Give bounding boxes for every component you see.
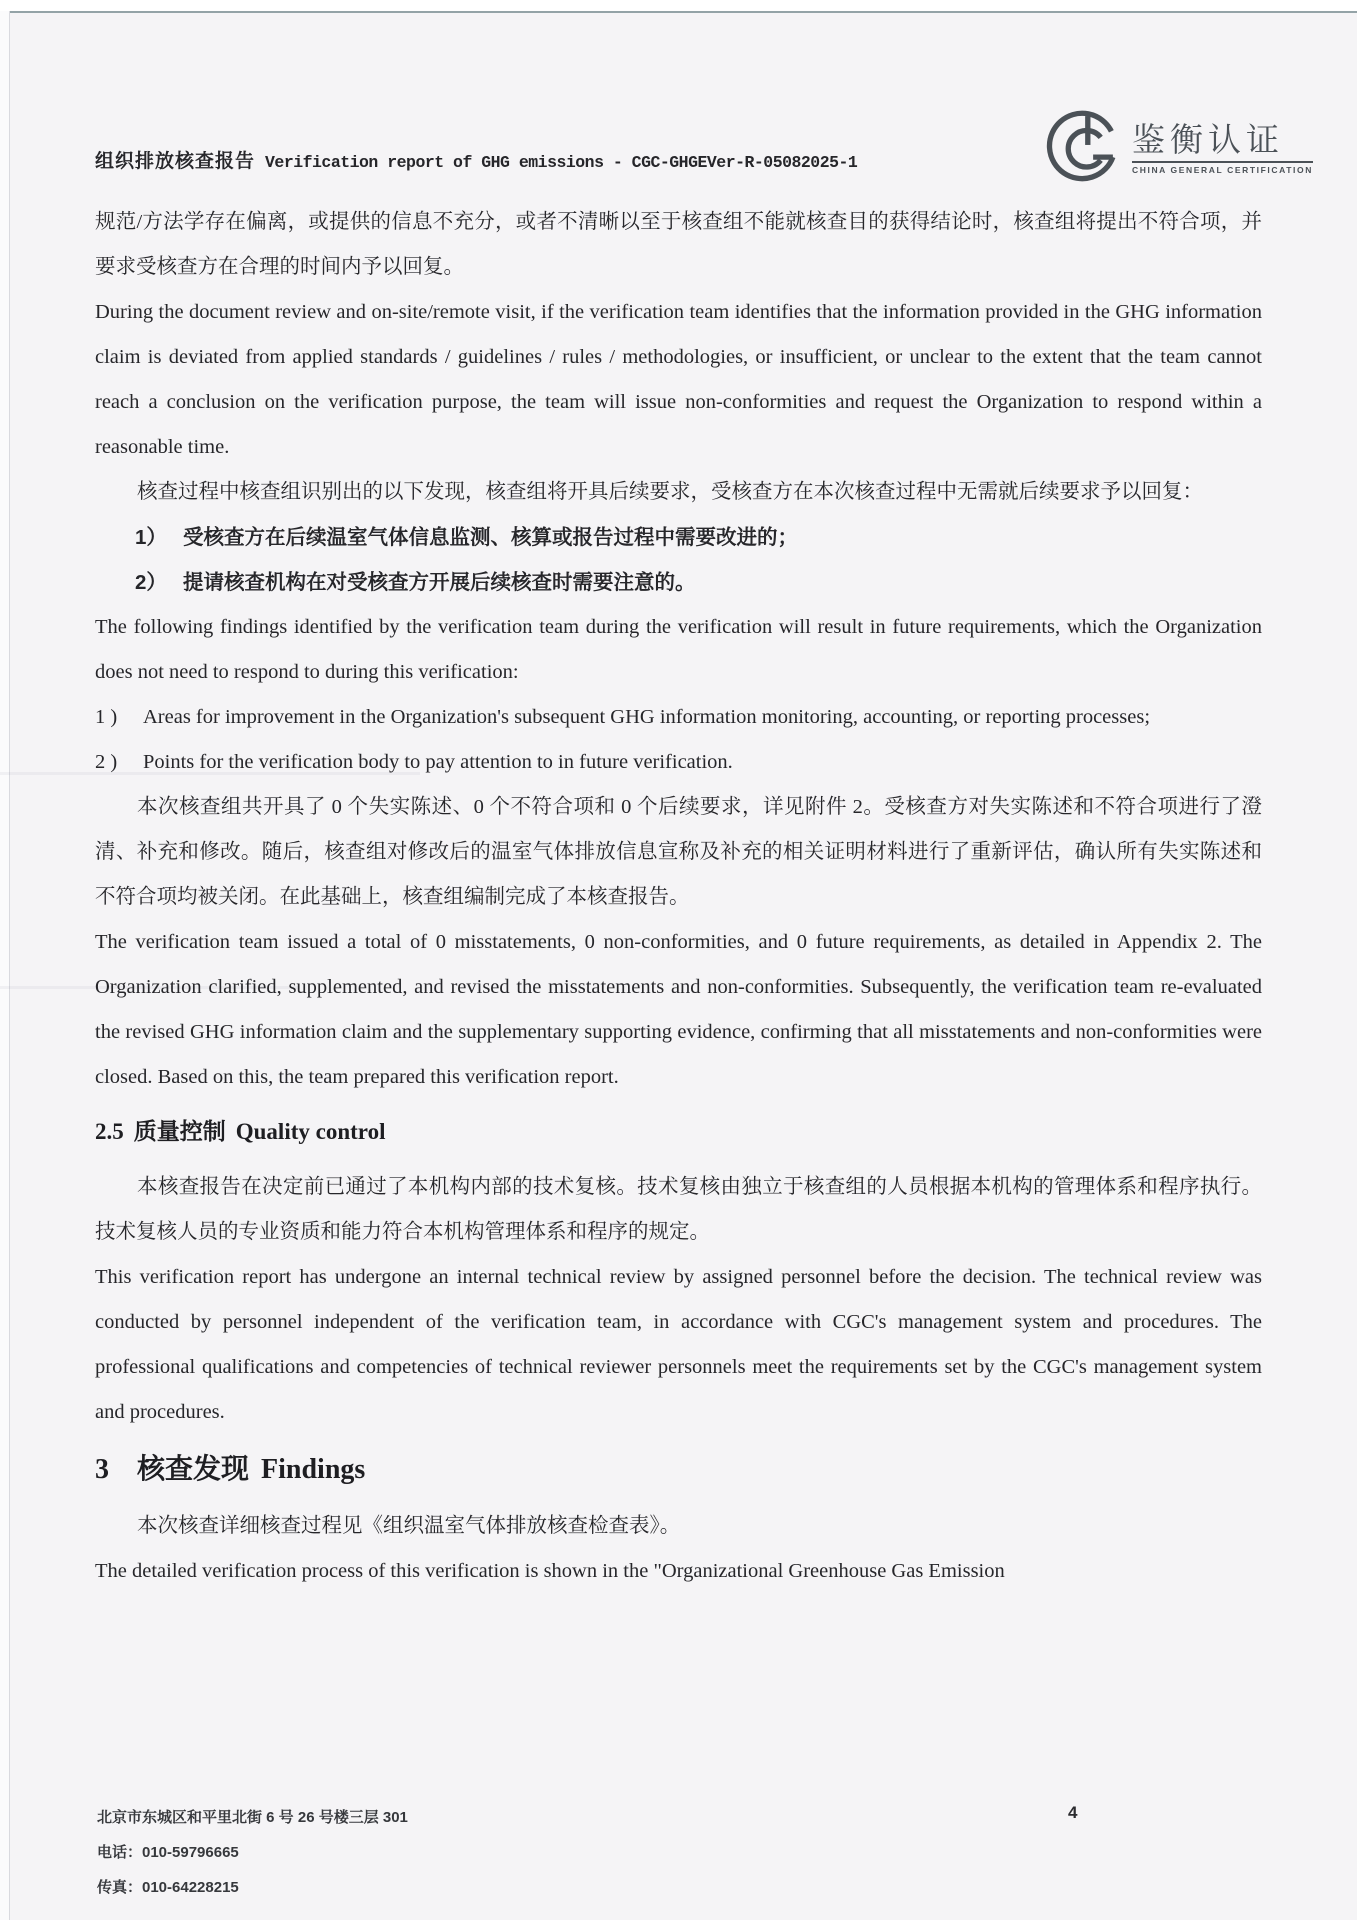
list-item-marker: 1 ) bbox=[95, 706, 118, 728]
document-header bbox=[95, 146, 857, 173]
paragraph-zh: 本核查报告在决定前已通过了本机构内部的技术复核。技术复核由独立于核查组的人员根据本机构的管理体系和程序执行。技术复核人员的专业资质和能力符合本机构管理体系和程序的规定。 bbox=[95, 1176, 1262, 1243]
cgc-monogram-icon bbox=[1046, 110, 1122, 186]
scan-edge-top bbox=[0, 0, 1357, 13]
document-body bbox=[95, 200, 1262, 1594]
paragraph-zh: 本次核查组共开具了 0 个失实陈述、0 个不符合项和 0 个后续要求，详见附件 2。受核查方对失实陈述和不符合项进行了澄清、补充和修改。随后，核查组对修改后的温室气体排放信息宣称及补充的相关证明材料进行了重新评估，确认所有失实陈述和不符合项均被关闭。在此基础上，核查组编制完成了本核查报告。 bbox=[95, 796, 1262, 908]
header-title-zh: 组织排放核查报告 bbox=[95, 151, 256, 172]
list-item-text: 受核查方在后续温室气体信息监测、核算或报告过程中需要改进的； bbox=[183, 526, 798, 549]
paragraph-en: This verification report has undergone an internal technical review by assigned personnel before the decision. The technical review was conducted by personnel independent of the verification team, in accordance with CGC's management system and procedures. The professional qualifications and competencies of technical reviewer personnels meet the requirements set by the CGC's management system and procedures. bbox=[95, 1266, 1262, 1423]
footer-address: 北京市东城区和平里北街 6 号 26 号楼三层 301 bbox=[97, 1809, 408, 1826]
paragraph-en: The following findings identified by the verification team during the verification will result in future requirements, which the Organization does not need to respond to during this verification: bbox=[95, 616, 1262, 683]
list-item-marker: 2） bbox=[135, 571, 167, 594]
paragraph-zh: 本次核查详细核查过程见《组织温室气体排放核查检查表》。 bbox=[137, 1515, 681, 1537]
list-item-marker: 2 ) bbox=[95, 751, 118, 773]
list-item-zh bbox=[95, 560, 1262, 605]
list-item-text: Points for the verification body to pay attention to in future verification. bbox=[143, 751, 733, 773]
list-item-text: 提请核查机构在对受核查方开展后续核查时需要注意的。 bbox=[183, 571, 696, 594]
heading-number: 2.5 bbox=[95, 1119, 124, 1144]
list-item-text: Areas for improvement in the Organization's subsequent GHG information monitoring, accounting, or reporting processes; bbox=[143, 706, 1151, 728]
paragraph-zh: 规范/方法学存在偏离，或提供的信息不充分，或者不清晰以至于核查组不能就核查目的获得结论时，核查组将提出不符合项，并要求受核查方在合理的时间内予以回复。 bbox=[95, 211, 1262, 278]
cgc-logo-text bbox=[1132, 122, 1313, 175]
cgc-logo-name-en: CHINA GENERAL CERTIFICATION bbox=[1132, 164, 1313, 175]
footer-phone: 电话：010-59796665 bbox=[97, 1844, 239, 1861]
paragraph-en: The verification team issued a total of 0 misstatements, 0 non-conformities, and 0 future requirements, as detailed in Appendix 2. The Organization clarified, supplemented, and revised the misstatements and non-conformities. Subsequently, the verification team re-evaluated the revised GHG information claim and the supplementary supporting evidence, confirming that all misstatements and non-conformities were closed. Based on this, the team prepared this verification report. bbox=[95, 931, 1262, 1088]
heading-title-zh: 质量控制 bbox=[133, 1118, 226, 1144]
page-number: 4 bbox=[1068, 1803, 1078, 1822]
header-title-en: Verification report of GHG emissions - CGC-GHGEVer-R-05082025-1 bbox=[265, 153, 858, 172]
footer-fax: 传真：010-64228215 bbox=[97, 1879, 239, 1896]
list-item-en bbox=[95, 740, 1262, 785]
section-heading-2-5 bbox=[95, 1114, 1262, 1149]
cgc-logo-name-zh: 鉴衡认证 bbox=[1132, 122, 1313, 163]
paragraph-en: During the document review and on-site/remote visit, if the verification team identifies that the information provided in the GHG information claim is deviated from applied standards / guidelines / rules / methodologies, or insufficient, or unclear to the extent that the team cannot reach a conclusion on the verification purpose, the team will issue non-conformities and request the Organization to respond within a reasonable time. bbox=[95, 301, 1262, 458]
paragraph-en: The detailed verification process of this verification is shown in the "Organizational Greenhouse Gas Emission bbox=[95, 1560, 1005, 1582]
page-footer bbox=[97, 1800, 408, 1905]
scan-edge-left bbox=[0, 11, 10, 1920]
list-item-zh bbox=[95, 515, 1262, 560]
heading-title-en: Findings bbox=[261, 1454, 366, 1485]
heading-number: 3 bbox=[95, 1454, 109, 1485]
cgc-logo bbox=[1046, 110, 1313, 186]
section-heading-3 bbox=[95, 1449, 1262, 1490]
heading-title-en: Quality control bbox=[235, 1119, 386, 1144]
list-item-en bbox=[95, 695, 1262, 740]
heading-title-zh: 核查发现 bbox=[137, 1453, 250, 1484]
list-item-marker: 1） bbox=[135, 526, 167, 549]
paragraph-zh: 核查过程中核查组识别出的以下发现，核查组将开具后续要求，受核查方在本次核查过程中无需就后续要求予以回复： bbox=[137, 481, 1204, 503]
